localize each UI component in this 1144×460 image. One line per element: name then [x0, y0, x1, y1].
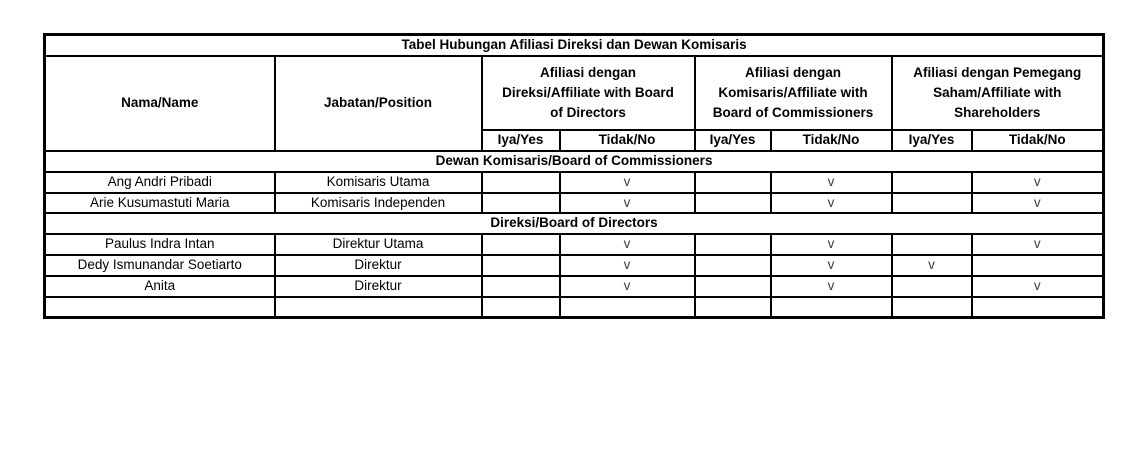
mark-cell-komisaris-yes: [695, 297, 771, 317]
group-komisaris-line: Komisaris/Affiliate with: [718, 84, 868, 100]
position-cell: [275, 297, 482, 317]
mark-cell-direksi-no: v: [560, 172, 695, 193]
group-direksi-line: of Directors: [550, 105, 626, 121]
section-label: Dewan Komisaris/Board of Commissioners: [45, 151, 1104, 172]
section-direksi: [45, 213, 1104, 234]
mark-cell-saham-no: v: [972, 193, 1104, 214]
position-cell: Direktur: [275, 255, 482, 276]
subheader-saham-no: Tidak/No: [972, 130, 1104, 151]
group-saham-line: Afiliasi dengan Pemegang: [913, 64, 1082, 80]
mark-cell-komisaris-no: v: [771, 193, 892, 214]
mark-cell-direksi-yes: [482, 276, 560, 297]
mark-cell-saham-yes: [892, 234, 972, 255]
name-cell: Arie Kusumastuti Maria: [45, 193, 275, 214]
mark-cell-komisaris-no: v: [771, 255, 892, 276]
table-title-row: [45, 35, 1104, 56]
position-cell: Direktur Utama: [275, 234, 482, 255]
section-dewan-komisaris: [45, 151, 1104, 172]
mark-cell-saham-yes: v: [892, 255, 972, 276]
mark-cell-direksi-yes: [482, 297, 560, 317]
name-cell: Dedy Ismunandar Soetiarto: [45, 255, 275, 276]
group-komisaris-line: Afiliasi dengan: [744, 64, 842, 80]
affiliation-table: [43, 33, 1105, 319]
group-saham-line: Saham/Affiliate with: [933, 84, 1062, 100]
mark-cell-komisaris-no: v: [771, 276, 892, 297]
mark-cell-saham-no: v: [972, 234, 1104, 255]
mark-cell-saham-no: [972, 297, 1104, 317]
group-direksi-line: Direksi/Affiliate with Board: [502, 84, 674, 100]
name-cell: Ang Andri Pribadi: [45, 172, 275, 193]
position-cell: Komisaris Independen: [275, 193, 482, 214]
subheader-komisaris-no: Tidak/No: [771, 130, 892, 151]
name-cell: Paulus Indra Intan: [45, 234, 275, 255]
mark-cell-direksi-yes: [482, 255, 560, 276]
group-komisaris-line: Board of Commissioners: [712, 105, 874, 121]
position-cell: Direktur: [275, 276, 482, 297]
mark-cell-saham-yes: [892, 276, 972, 297]
mark-cell-komisaris-yes: [695, 193, 771, 214]
table-row: [45, 276, 1104, 297]
column-group-komisaris: [695, 56, 892, 130]
mark-cell-saham-yes: [892, 297, 972, 317]
mark-cell-direksi-yes: [482, 172, 560, 193]
table-row: [45, 193, 1104, 214]
mark-cell-direksi-no: v: [560, 193, 695, 214]
mark-cell-komisaris-no: [771, 297, 892, 317]
table-row: [45, 172, 1104, 193]
mark-cell-saham-no: v: [972, 276, 1104, 297]
mark-cell-saham-yes: [892, 193, 972, 214]
mark-cell-komisaris-yes: [695, 276, 771, 297]
position-cell: Komisaris Utama: [275, 172, 482, 193]
subheader-direksi-yes: Iya/Yes: [482, 130, 560, 151]
mark-cell-saham-no: [972, 255, 1104, 276]
group-direksi-line: Afiliasi dengan: [539, 64, 637, 80]
mark-cell-direksi-yes: [482, 234, 560, 255]
column-header-name: Nama/Name: [45, 56, 275, 151]
group-saham-line: Shareholders: [954, 105, 1041, 121]
section-label: Direksi/Board of Directors: [45, 213, 1104, 234]
column-group-direksi: [482, 56, 695, 130]
mark-cell-saham-no: v: [972, 172, 1104, 193]
subheader-direksi-no: Tidak/No: [560, 130, 695, 151]
mark-cell-direksi-no: v: [560, 255, 695, 276]
mark-cell-komisaris-no: v: [771, 172, 892, 193]
subheader-komisaris-yes: Iya/Yes: [695, 130, 771, 151]
column-header-position: Jabatan/Position: [275, 56, 482, 151]
mark-cell-komisaris-yes: [695, 234, 771, 255]
mark-cell-direksi-no: [560, 297, 695, 317]
mark-cell-direksi-no: v: [560, 234, 695, 255]
mark-cell-komisaris-yes: [695, 255, 771, 276]
table-row: [45, 234, 1104, 255]
table-header-row: [45, 56, 1104, 130]
mark-cell-direksi-yes: [482, 193, 560, 214]
table-row: [45, 255, 1104, 276]
name-cell: [45, 297, 275, 317]
name-cell: Anita: [45, 276, 275, 297]
mark-cell-komisaris-no: v: [771, 234, 892, 255]
mark-cell-direksi-no: v: [560, 276, 695, 297]
mark-cell-komisaris-yes: [695, 172, 771, 193]
table-title: Tabel Hubungan Afiliasi Direksi dan Dewan Komisaris: [45, 35, 1104, 56]
subheader-saham-yes: Iya/Yes: [892, 130, 972, 151]
column-group-pemegang-saham: [892, 56, 1104, 130]
mark-cell-saham-yes: [892, 172, 972, 193]
empty-row: [45, 297, 1104, 317]
